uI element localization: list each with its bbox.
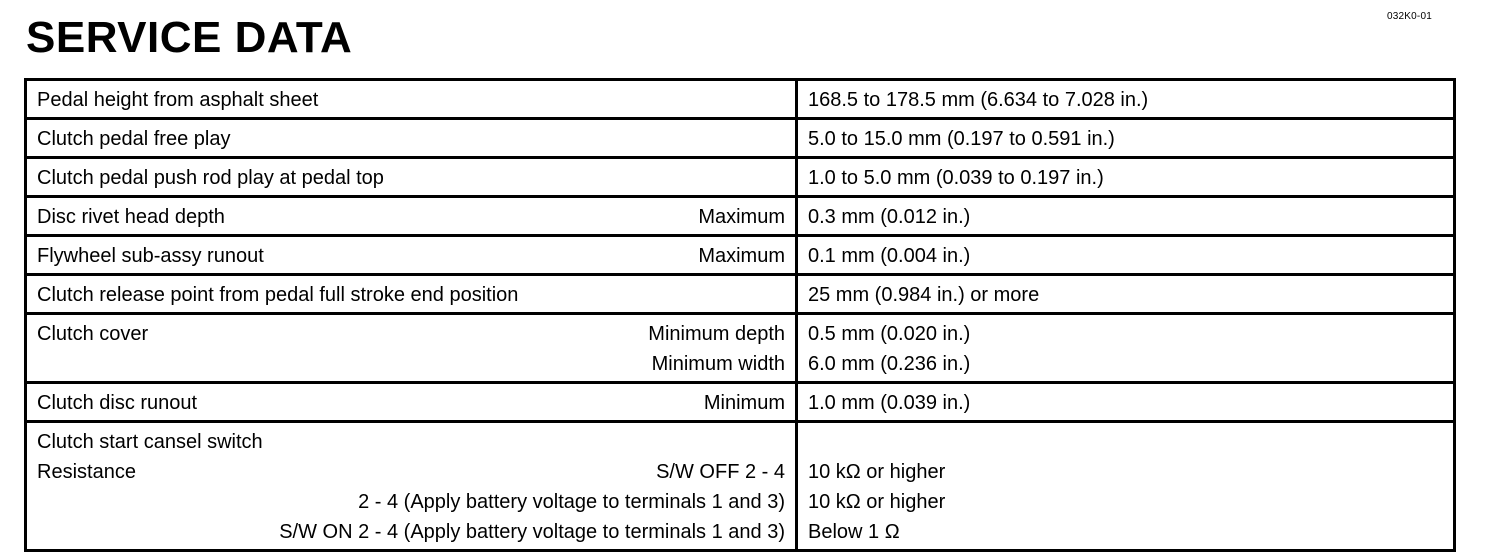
item-label: Clutch cover (37, 323, 149, 345)
table-row (26, 158, 1455, 197)
item-cell (26, 236, 797, 275)
spec-value: 10 kΩ or higher (808, 461, 946, 483)
item-qualifier: Minimum width (651, 353, 785, 375)
value-cell (797, 275, 1455, 314)
blank-line (808, 427, 1443, 457)
item-cell (26, 383, 797, 422)
item-label: Flywheel sub-assy runout (37, 245, 264, 267)
table-row (26, 422, 1455, 551)
item-cell (26, 197, 797, 236)
spec-value: 10 kΩ or higher (808, 491, 946, 513)
spec-value: Below 1 Ω (808, 521, 900, 543)
item-qualifier: Minimum (703, 392, 785, 414)
table-row (26, 275, 1455, 314)
item-cell (26, 158, 797, 197)
item-qualifier: Maximum (698, 245, 785, 267)
value-cell (797, 383, 1455, 422)
item-label: Pedal height from asphalt sheet (37, 89, 319, 111)
value-cell (797, 236, 1455, 275)
item-label: Disc rivet head depth (37, 206, 225, 228)
spec-value: 0.3 mm (0.012 in.) (808, 206, 971, 228)
item-label: Clutch pedal push rod play at pedal top (37, 167, 384, 189)
item-cell (26, 80, 797, 119)
value-cell (797, 197, 1455, 236)
spec-value: 1.0 mm (0.039 in.) (808, 392, 971, 414)
item-cell (26, 314, 797, 383)
item-label: Clutch start cansel switch (37, 431, 263, 453)
table-row (26, 80, 1455, 119)
table-row (26, 236, 1455, 275)
item-qualifier: Maximum (698, 206, 785, 228)
item-label: Clutch pedal free play (37, 128, 231, 150)
item-label: Clutch release point from pedal full stroke end position (37, 284, 519, 306)
item-cell (26, 422, 797, 551)
item-cell (26, 275, 797, 314)
value-cell (797, 119, 1455, 158)
table-row (26, 119, 1455, 158)
value-cell (797, 80, 1455, 119)
switch-condition: S/W ON 2 - 4 (Apply battery voltage to terminals 1 and 3) (279, 521, 785, 543)
item-qualifier: Minimum depth (648, 323, 785, 345)
table-row (26, 314, 1455, 383)
spec-value: 5.0 to 15.0 mm (0.197 to 0.591 in.) (808, 128, 1115, 150)
switch-condition: S/W OFF 2 - 4 (656, 461, 785, 483)
spec-value: 25 mm (0.984 in.) or more (808, 284, 1040, 306)
switch-condition: 2 - 4 (Apply battery voltage to terminals 1 and 3) (358, 491, 785, 513)
page-title: SERVICE DATA (26, 13, 353, 62)
item-label: Clutch disc runout (37, 392, 198, 414)
table-row (26, 197, 1455, 236)
spec-value: 0.1 mm (0.004 in.) (808, 245, 971, 267)
document-code: 032K0-01 (1387, 11, 1432, 22)
value-cell (797, 422, 1455, 551)
spec-value: 6.0 mm (0.236 in.) (808, 353, 971, 375)
spec-value: 168.5 to 178.5 mm (6.634 to 7.028 in.) (808, 89, 1149, 111)
spec-value: 0.5 mm (0.020 in.) (808, 323, 971, 345)
value-cell (797, 158, 1455, 197)
spec-value: 1.0 to 5.0 mm (0.039 to 0.197 in.) (808, 167, 1104, 189)
value-cell (797, 314, 1455, 383)
item-cell (26, 119, 797, 158)
service-data-table (24, 78, 1456, 552)
item-sub-label: Resistance (37, 461, 136, 483)
table-row (26, 383, 1455, 422)
